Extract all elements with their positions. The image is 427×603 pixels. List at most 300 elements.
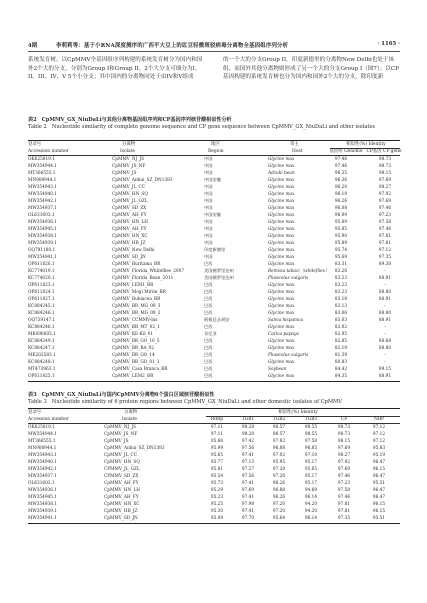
table-row bbox=[28, 424, 400, 431]
cell-tgb3: 95.65 bbox=[304, 467, 318, 472]
cell-tgb2: 96.57 bbox=[272, 432, 286, 437]
table-row bbox=[28, 508, 400, 515]
cell-cp: 97.46 bbox=[337, 474, 351, 479]
cell-cp-identity: 88.68 bbox=[378, 339, 392, 344]
table2-caption-en: Table 2 Nucleotide similarity of complete genome sequence and CP gene sequence between CpMMV_GX_NiuDaLi and other isolates bbox=[28, 123, 376, 130]
cell-region: 巴西 bbox=[204, 367, 213, 372]
cell-tgb1: 97.41 bbox=[241, 495, 255, 500]
table-row bbox=[28, 501, 400, 508]
cell-region: 巴西 bbox=[204, 283, 213, 288]
cell-isolate: CpMMV_HN_SQ bbox=[104, 460, 140, 465]
cell-region: 中国 bbox=[204, 227, 213, 232]
cell-region: 巴西 bbox=[204, 304, 213, 309]
cell-region: 巴西 bbox=[204, 339, 213, 344]
cell-cp: 97.69 bbox=[337, 467, 351, 472]
cell-isolate: CpMMV_BR_MG_09_3 bbox=[112, 304, 161, 309]
cell-genome-identity: 95.85 bbox=[334, 227, 348, 232]
cell-cp-identity: 98.27 bbox=[378, 185, 392, 190]
cell-host: Glycine max bbox=[268, 227, 295, 232]
cell-region: 中国安徽 bbox=[204, 178, 222, 183]
cell-rdrp: 95.23 bbox=[210, 495, 224, 500]
identity-underline bbox=[330, 148, 400, 149]
cell-isolate: CpMMV_JL_CC bbox=[112, 185, 146, 190]
cell-host: Glycine max bbox=[268, 220, 295, 225]
cell-genome-identity: 97.46 bbox=[334, 164, 348, 169]
col-isolate-en: Isolate bbox=[122, 417, 138, 422]
cell-accession: OK625819.1 bbox=[28, 425, 55, 430]
cell-accession: MW354945.1 bbox=[28, 227, 57, 232]
cell-accession: OP611824.1 bbox=[28, 290, 55, 295]
table-row bbox=[28, 310, 400, 317]
cell-genome-identity: 83.31 bbox=[334, 262, 348, 267]
cell-host: Glycine max bbox=[268, 199, 295, 204]
body-paragraph: 系统发育树。以CpMMV全基因组序列构建的系统发育树分为国内和国外2个大的分支，分别为Group I和Group II，2个大分支可细分为I、II、III、IV、V 5个小分支；其中国内的分离物同处于由IV和V组成 bbox=[28, 57, 203, 81]
cell-genome-identity: 83.02 bbox=[334, 325, 348, 330]
cell-genome-identity: 95.69 bbox=[334, 255, 348, 260]
cell-host: Glycine max bbox=[268, 346, 295, 351]
table-row bbox=[28, 205, 400, 212]
cell-isolate: CpMMV_JS_NF bbox=[112, 164, 146, 169]
cell-tgb1: 97.41 bbox=[241, 481, 255, 486]
cell-region: 中国 bbox=[204, 185, 213, 190]
cell-rdrp: 95.29 bbox=[210, 488, 224, 493]
cell-genome-identity: 95.89 bbox=[334, 241, 348, 246]
cell-host: Glycine max bbox=[268, 325, 295, 330]
table-row bbox=[28, 212, 400, 219]
cell-region: 巴西 bbox=[204, 360, 213, 365]
cell-accession: MW354943.1 bbox=[28, 185, 57, 190]
cell-region: 巴西 bbox=[204, 353, 213, 358]
cell-accession: KC884245.1 bbox=[28, 304, 55, 309]
cell-genome-identity: 84.42 bbox=[334, 367, 348, 372]
table-row bbox=[28, 473, 400, 480]
col-cp-gene: CP基因 CP gene bbox=[366, 149, 402, 154]
cell-nbp: 96.47 bbox=[372, 460, 386, 465]
table-row bbox=[28, 247, 400, 254]
cell-isolate: CpMMV_BR_GO_14 bbox=[112, 353, 155, 358]
cell-isolate: CpMMV_Mogi Mirim_BR bbox=[112, 290, 166, 295]
cell-tgb2: 96.88 bbox=[272, 446, 286, 451]
cell-host: Glycine max bbox=[268, 234, 295, 239]
cell-nbp: 96.47 bbox=[372, 488, 386, 493]
cell-accession: MW354942.1 bbox=[28, 467, 57, 472]
cell-tgb2: 97.02 bbox=[272, 453, 286, 458]
cell-region: 巴西 bbox=[204, 311, 213, 316]
table-row bbox=[28, 324, 400, 331]
col-host-en: Host bbox=[292, 149, 303, 154]
cell-cp-identity: - bbox=[384, 269, 386, 274]
cell-isolate: CpMMV_AH_FY bbox=[104, 495, 139, 500]
cell-accession: KC884248.1 bbox=[28, 360, 55, 365]
table-row bbox=[28, 352, 400, 359]
cell-region: 中国 bbox=[204, 164, 213, 169]
table3-header-row-1 bbox=[28, 409, 400, 416]
cell-host: Glycine max bbox=[268, 213, 295, 218]
table-row bbox=[28, 219, 400, 226]
col-nbp: NBP bbox=[373, 417, 385, 422]
cell-nbp: 95.83 bbox=[372, 446, 386, 451]
cell-cp-identity: 97.46 bbox=[378, 227, 392, 232]
cell-genome-identity: 96.09 bbox=[334, 213, 348, 218]
cell-tgb2: 96.88 bbox=[272, 488, 286, 493]
table-row bbox=[28, 296, 400, 303]
cell-host: Phaseolus vulgaris bbox=[268, 276, 309, 281]
cell-cp-identity: 98.73 bbox=[378, 157, 392, 162]
cell-nbp: 97.12 bbox=[372, 432, 386, 437]
table-row bbox=[28, 198, 400, 205]
cell-host: Phaseolus vulgaris bbox=[268, 353, 309, 358]
cell-cp-identity: 88.80 bbox=[378, 346, 392, 351]
cell-isolate: CpMMV_Buritama_BR bbox=[112, 262, 161, 267]
cell-isolate: CPMMV_SD_ZX bbox=[104, 474, 139, 479]
cell-cp-identity: - bbox=[384, 353, 386, 358]
table-row bbox=[28, 282, 400, 289]
table3-caption-en: Table 3 Nucleotide similarity of 6 protein regions between CpMMV_GX_NiuDaLi and other domestic isolates of CpMMV bbox=[28, 398, 342, 405]
col-accession-en: Accession number bbox=[28, 149, 69, 154]
table3-body bbox=[28, 424, 400, 522]
cell-isolate: CpMMV_HN_LH bbox=[104, 488, 140, 493]
cell-cp: 97.46 bbox=[337, 495, 351, 500]
cell-tgb2: 95.95 bbox=[272, 460, 286, 465]
table-row bbox=[28, 331, 400, 338]
table-row bbox=[28, 445, 400, 452]
cell-accession: MW354937.1 bbox=[28, 474, 57, 479]
cell-rdrp: 95.77 bbox=[210, 460, 224, 465]
cell-accession: OP611826.1 bbox=[28, 262, 55, 267]
table-row bbox=[28, 515, 400, 522]
cell-accession: OP611827.1 bbox=[28, 297, 55, 302]
cell-tgb3: 97.10 bbox=[304, 453, 318, 458]
cell-tgb1: 97.27 bbox=[241, 467, 255, 472]
cell-accession: OP611823.1 bbox=[28, 283, 55, 288]
cell-accession: MW354938.1 bbox=[28, 234, 57, 239]
cell-genome-identity: 96.08 bbox=[334, 206, 348, 211]
cell-cp-identity: 98.73 bbox=[378, 164, 392, 169]
cell-host: Glycine max bbox=[268, 178, 295, 183]
cell-accession: MW354936.1 bbox=[28, 220, 57, 225]
cell-cp-identity: 97.12 bbox=[378, 248, 392, 253]
cell-cp-identity: 89.15 bbox=[378, 367, 392, 372]
cell-isolate: CpMMV_BR_GO_10_5 bbox=[112, 339, 160, 344]
table3-bottom-rule bbox=[28, 523, 400, 524]
cell-host: Glycine max bbox=[268, 255, 295, 260]
running-header bbox=[28, 41, 400, 50]
table-row bbox=[28, 240, 400, 247]
cell-rdrp: 95.54 bbox=[210, 474, 224, 479]
cell-tgb3: 97.58 bbox=[304, 439, 318, 444]
table-row bbox=[28, 261, 400, 268]
table-row bbox=[28, 452, 400, 459]
cell-region: 中国 bbox=[204, 255, 213, 260]
cell-isolate: CpMMV_BR_GO_01_1 bbox=[112, 360, 160, 365]
cell-rdrp: 95.09 bbox=[210, 516, 224, 521]
cell-accession: MW354940.1 bbox=[28, 460, 57, 465]
cell-isolate: CpMMV_Florida_Bean_2011 bbox=[112, 276, 174, 281]
cell-nbp: 95.51 bbox=[372, 516, 386, 521]
table3-caption bbox=[28, 392, 400, 406]
cell-rdrp: 95.65 bbox=[210, 453, 224, 458]
cell-accession: MT473963.1 bbox=[28, 367, 56, 372]
cell-tgb2: 97.20 bbox=[272, 467, 286, 472]
cell-isolate: CpMMV_JS bbox=[112, 171, 137, 176]
table-row bbox=[28, 438, 400, 445]
cell-host: Glycine max bbox=[268, 157, 295, 162]
cell-host: Salvia hispanica bbox=[268, 318, 303, 323]
cell-accession: MW354944.1 bbox=[28, 164, 57, 169]
running-title: 李莉莉等：基于小RNA深度测序的广西平大豆上的豇豆轻微斑驳病毒分离物全基因组序列分析 bbox=[56, 43, 289, 49]
cell-accession: MN908944.1 bbox=[28, 446, 57, 451]
cell-tgb1: 97.42 bbox=[241, 439, 255, 444]
cell-isolate: CPMMV_JL_GZL bbox=[104, 467, 140, 472]
cell-genome-identity: 83.18 bbox=[334, 297, 348, 302]
col-host-zh: 寄主 bbox=[290, 142, 299, 147]
cell-tgb1: 98.28 bbox=[241, 432, 255, 437]
cell-nbp: 96.47 bbox=[372, 495, 386, 500]
cell-region: 中国 bbox=[204, 199, 213, 204]
cell-isolate: CpMMV_SD_ZX bbox=[112, 206, 147, 211]
cell-genome-identity: 83.23 bbox=[334, 283, 348, 288]
cell-tgb3: 95.17 bbox=[304, 460, 318, 465]
cell-region: 巴西 bbox=[204, 325, 213, 330]
cell-genome-identity: 95.90 bbox=[334, 234, 348, 239]
table-row bbox=[28, 191, 400, 198]
cell-genome-identity: 82.85 bbox=[334, 339, 348, 344]
cell-accession: MW354945.1 bbox=[28, 495, 57, 500]
cell-cp-identity: 97.46 bbox=[378, 206, 392, 211]
cell-tgb2: 97.20 bbox=[272, 509, 286, 514]
col-accession-en: Accession number bbox=[28, 417, 69, 422]
table-row bbox=[28, 466, 400, 473]
cell-isolate: CpMMV_HB_JZ bbox=[112, 241, 146, 246]
cell-accession: KC884249.1 bbox=[28, 339, 55, 344]
col-region-en: Region bbox=[208, 149, 224, 154]
cell-isolate: CpMMV_Casa Branca_BR bbox=[112, 367, 168, 372]
cell-isolate: CpMMV_AH_FY bbox=[112, 227, 147, 232]
cell-tgb1: 97.70 bbox=[241, 516, 255, 521]
col-identity: 相似性(%) Identity bbox=[278, 410, 318, 415]
cell-cp-identity: 97.35 bbox=[378, 255, 392, 260]
cell-region: 肯尼亚 bbox=[204, 332, 217, 337]
table-row bbox=[28, 233, 400, 240]
cell-genome-identity: 84.35 bbox=[334, 374, 348, 379]
cell-genome-identity: 95.89 bbox=[334, 220, 348, 225]
cell-cp-identity: 97.92 bbox=[378, 192, 392, 197]
cell-cp-identity: 97.69 bbox=[378, 199, 392, 204]
table-row bbox=[28, 303, 400, 310]
cell-accession: MW354944.1 bbox=[28, 432, 57, 437]
cell-accession: KC774019.1 bbox=[28, 269, 55, 274]
cell-tgb1: 97.56 bbox=[241, 474, 255, 479]
cell-cp-identity: 88.80 bbox=[378, 290, 392, 295]
cell-cp-identity: 98.15 bbox=[378, 171, 392, 176]
table-row bbox=[28, 268, 400, 275]
cell-isolate: CpMMV_LEM2_BR bbox=[112, 374, 154, 379]
cell-isolate: CpMMV_HN_XC bbox=[112, 234, 148, 239]
cell-cp: 97.92 bbox=[337, 460, 351, 465]
col-accession-zh: 登录号 bbox=[28, 410, 42, 415]
col-genome: 基因组 Genome bbox=[329, 149, 363, 154]
cell-cp-identity: 88.91 bbox=[378, 297, 392, 302]
cell-rdrp: 95.99 bbox=[210, 446, 224, 451]
cell-tgb1: 97.13 bbox=[241, 460, 255, 465]
table-row bbox=[28, 156, 400, 163]
cell-region: 中国 bbox=[204, 171, 213, 176]
cell-accession: OP611825.1 bbox=[28, 374, 55, 379]
cell-isolate: CpMMV_BR_BA_02 bbox=[112, 346, 155, 351]
cell-cp-identity: 89.38 bbox=[378, 262, 392, 267]
cell-rdrp: 95.73 bbox=[210, 481, 224, 486]
cell-genome-identity: 83.23 bbox=[334, 276, 348, 281]
issue-label: 4期 bbox=[28, 43, 38, 49]
cell-isolate: CpMMV_AH_FY bbox=[112, 213, 147, 218]
cell-accession: MW354936.1 bbox=[28, 488, 57, 493]
cell-tgb1: 97.98 bbox=[241, 502, 255, 507]
cell-cp-identity: 97.58 bbox=[378, 220, 392, 225]
cell-accession: MN908944.1 bbox=[28, 178, 57, 183]
cell-isolate: CpMMV_NJ_JS bbox=[104, 425, 137, 430]
cell-cp: 98.15 bbox=[337, 439, 351, 444]
table2-bottom-rule bbox=[28, 381, 400, 382]
cell-host: Glycine max bbox=[268, 283, 295, 288]
cell-isolate: CpMMV_NJ_JS bbox=[112, 157, 145, 162]
table-row bbox=[28, 366, 400, 373]
cell-genome-identity: 83.26 bbox=[334, 269, 348, 274]
cell-region: 中国 bbox=[204, 241, 213, 246]
cell-rdrp: 97.11 bbox=[210, 425, 224, 430]
cell-region: 巴西 bbox=[204, 374, 213, 379]
cell-cp: 98.27 bbox=[337, 453, 351, 458]
cell-genome-identity: 81.39 bbox=[334, 353, 348, 358]
cell-nbp: 96.15 bbox=[372, 467, 386, 472]
cell-genome-identity: 83.03 bbox=[334, 318, 348, 323]
cell-isolate: CpMMV_Anhui_SZ_DN1383 bbox=[112, 178, 173, 183]
cell-isolate: CpMMV_HN_SQ bbox=[112, 192, 148, 197]
cell-host: Soybean bbox=[268, 367, 287, 372]
body-paragraph: 的一个大的分支Group II，印度新德里的分离物New Delhi也处于该组，而国外其他分离物则形成了另一个大的分支Group I（图7）；以CP基因构建的系统发育树也分为国内和国外2个大的分支，除印度新 bbox=[223, 57, 399, 81]
cell-isolate: CpMMV_HN_LH bbox=[112, 220, 148, 225]
cell-region: 中国 bbox=[204, 157, 213, 162]
body-column-left bbox=[28, 56, 205, 82]
cell-isolate: CpMMV_BR_MG_09_2 bbox=[112, 311, 161, 316]
identity-underline bbox=[206, 416, 400, 417]
cell-region: 巴西 bbox=[204, 290, 213, 295]
col-identity: 相似性(%) Identity bbox=[346, 142, 386, 147]
table-row bbox=[28, 163, 400, 170]
cell-cp: 97.81 bbox=[337, 502, 351, 507]
cell-genome-identity: 97.46 bbox=[334, 157, 348, 162]
table-row bbox=[28, 226, 400, 233]
cell-accession: OQ739147.1 bbox=[28, 318, 56, 323]
cell-isolate: CpMMV_JS bbox=[104, 439, 129, 444]
cell-cp: 97.81 bbox=[337, 509, 351, 514]
page-number: · 1165 · bbox=[377, 41, 400, 47]
cell-region: 巴西 bbox=[204, 346, 213, 351]
cell-genome-identity: 82.95 bbox=[334, 332, 348, 337]
cell-accession: MW354940.1 bbox=[28, 192, 57, 197]
col-cp: CP bbox=[340, 417, 348, 422]
cell-isolate: CpMMV_LEM1_BR bbox=[112, 283, 154, 288]
cell-tgb3: 94.20 bbox=[304, 509, 318, 514]
cell-region: 美国佛罗里达州 bbox=[204, 276, 234, 281]
cell-accession: KC774020.1 bbox=[28, 276, 55, 281]
cell-cp-identity: - bbox=[384, 304, 386, 309]
cell-cp: 97.58 bbox=[337, 488, 351, 493]
cell-host: Glycine max bbox=[268, 304, 295, 309]
cell-isolate: CpMMV_CCMMV-bis bbox=[112, 318, 158, 323]
cell-tgb3: 94.69 bbox=[304, 488, 318, 493]
cell-tgb2: 97.20 bbox=[272, 502, 286, 507]
cell-tgb3: 96.14 bbox=[304, 495, 318, 500]
cell-cp: 97.23 bbox=[337, 481, 351, 486]
col-rdrp: RdRp bbox=[210, 417, 224, 422]
cell-host: Glycine max bbox=[268, 262, 295, 267]
cell-rdrp: 95.81 bbox=[210, 467, 224, 472]
cell-isolate: CpMMV_JS_NF bbox=[104, 432, 138, 437]
table3-caption-zh: 表3 CpMMV_GX_NiuDaLi与国内CpMMV分离物6个蛋白区域核苷酸相似性 bbox=[28, 392, 215, 398]
cell-host: Glycine max bbox=[268, 248, 295, 253]
cell-accession: MW354941.1 bbox=[28, 516, 57, 521]
body-column-right bbox=[223, 56, 400, 82]
table2-caption bbox=[28, 117, 400, 131]
cell-rdrp: 95.25 bbox=[210, 502, 224, 507]
cell-nbp: 95.51 bbox=[372, 481, 386, 486]
table-row bbox=[28, 431, 400, 438]
cell-isolate: CpMMV_Rubiacea_BR bbox=[112, 297, 161, 302]
cell-accession: MW354942.1 bbox=[28, 199, 57, 204]
cell-genome-identity: 95.74 bbox=[334, 248, 348, 253]
cell-rdrp: 97.11 bbox=[210, 432, 224, 437]
table2-header-row-2 bbox=[28, 148, 400, 155]
cell-accession: MK202583.1 bbox=[28, 353, 56, 358]
cell-genome-identity: 83.13 bbox=[334, 304, 348, 309]
cell-region: 巴西 bbox=[204, 297, 213, 302]
cell-cp-identity: 88.91 bbox=[378, 276, 392, 281]
cell-genome-identity: 83.06 bbox=[334, 311, 348, 316]
cell-host: Bemisia tabaci（whiteflies） bbox=[268, 269, 330, 274]
table-row bbox=[28, 170, 400, 177]
cell-nbp: 96.15 bbox=[372, 502, 386, 507]
cell-accession: MW354937.1 bbox=[28, 206, 57, 211]
col-isolate-en: Isolate bbox=[120, 149, 136, 154]
cell-isolate: CpMMV_BR_MT_02_1 bbox=[112, 325, 160, 330]
cell-accession: MT366555.1 bbox=[28, 171, 56, 176]
cell-accession: OK625819.1 bbox=[28, 157, 55, 162]
col-isolate-zh: 分离物 bbox=[124, 410, 138, 415]
cell-region: 阿根廷圣胡安 bbox=[204, 318, 230, 323]
cell-cp-identity: 97.23 bbox=[378, 213, 392, 218]
cell-region: 美国佛罗里达州 bbox=[204, 269, 234, 274]
cell-accession: MW354938.1 bbox=[28, 502, 57, 507]
cell-genome-identity: 82.19 bbox=[334, 346, 348, 351]
cell-nbp: 95.19 bbox=[372, 453, 386, 458]
cell-host: Adzuki bean bbox=[268, 171, 295, 176]
cell-isolate: CpMMV_HB_JZ bbox=[104, 509, 138, 514]
table2-body bbox=[28, 156, 400, 380]
table-row bbox=[28, 487, 400, 494]
cell-genome-identity: 96.19 bbox=[334, 192, 348, 197]
cell-region: 中国安徽 bbox=[204, 213, 222, 218]
cell-accession: MW354943.1 bbox=[28, 453, 57, 458]
table-row bbox=[28, 338, 400, 345]
cell-host: Glycine max bbox=[268, 374, 295, 379]
cell-region: 印度新德里 bbox=[204, 248, 226, 253]
cell-isolate: CpMMV_SD_JN bbox=[104, 516, 138, 521]
cell-nbp: 97.12 bbox=[372, 425, 386, 430]
cell-accession: OL631603.1 bbox=[28, 213, 55, 218]
col-tgb2: TGB2 bbox=[272, 417, 286, 422]
cell-genome-identity: 96.35 bbox=[334, 171, 348, 176]
cell-host: Carica papaya bbox=[268, 332, 299, 337]
